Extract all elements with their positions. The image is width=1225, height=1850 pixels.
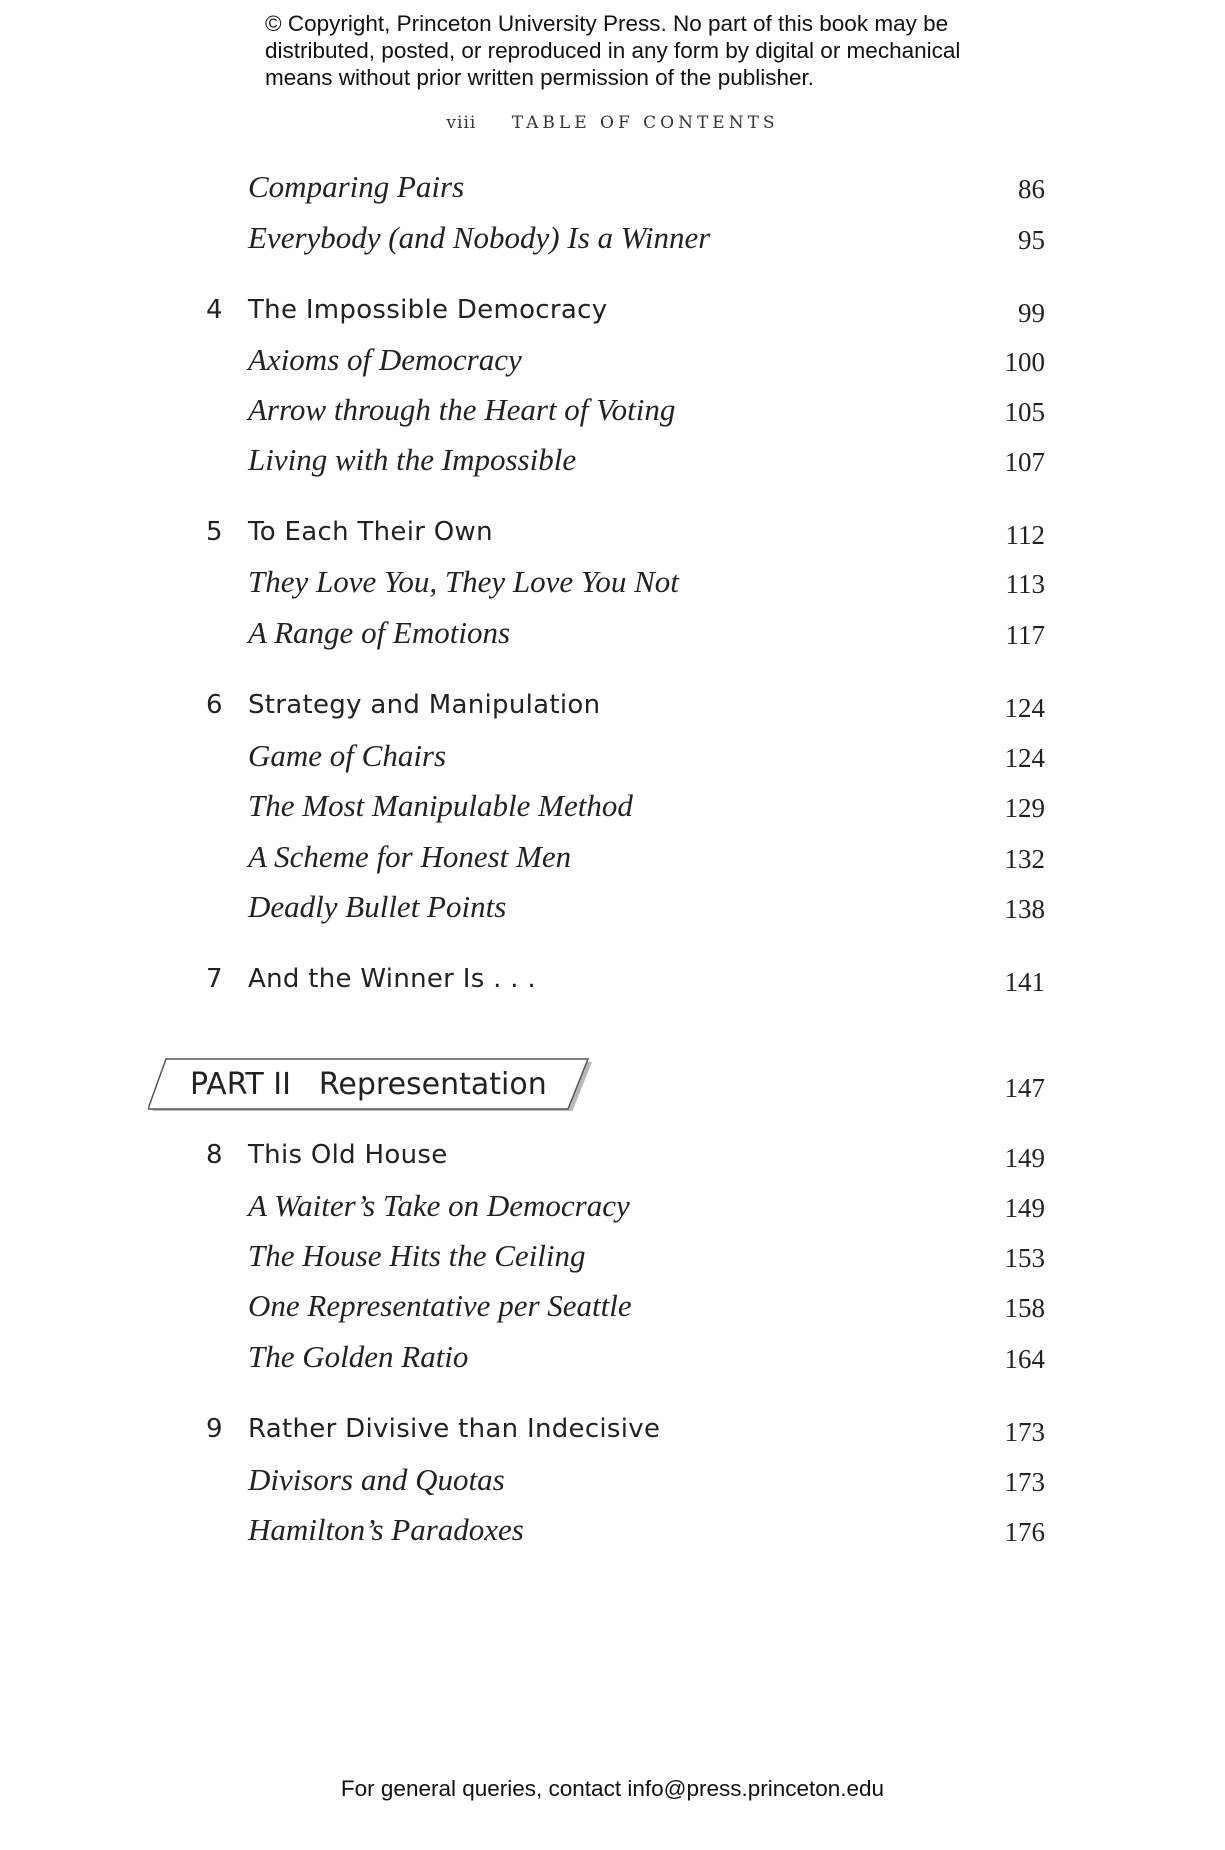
page-number: 138 bbox=[1004, 894, 1045, 924]
chapter-title: Rather Divisive than Indecisive bbox=[248, 1414, 661, 1444]
section-title: Hamilton’s Paradoxes bbox=[248, 1512, 524, 1547]
toc-section-entry[interactable] bbox=[0, 1287, 1225, 1331]
chapter-title: To Each Their Own bbox=[248, 517, 493, 547]
section-title: A Waiter’s Take on Democracy bbox=[248, 1188, 630, 1223]
chapter-title: The Impossible Democracy bbox=[248, 295, 608, 325]
page-number: 147 bbox=[1004, 1073, 1045, 1103]
toc-section-entry[interactable] bbox=[0, 838, 1225, 882]
page-number: 164 bbox=[1004, 1344, 1045, 1374]
toc-section-entry[interactable] bbox=[0, 563, 1225, 607]
toc-section-entry[interactable] bbox=[0, 1187, 1225, 1231]
copyright-line: © Copyright, Princeton University Press. No part of this book may be bbox=[265, 11, 949, 36]
page-number: 100 bbox=[1004, 347, 1045, 377]
section-title: Everybody (and Nobody) Is a Winner bbox=[248, 220, 711, 255]
toc-section-entry[interactable] bbox=[0, 441, 1225, 485]
section-title: They Love You, They Love You Not bbox=[248, 564, 679, 599]
toc-part-entry[interactable] bbox=[0, 1057, 1225, 1117]
toc-section-entry[interactable] bbox=[0, 737, 1225, 781]
page-number: 124 bbox=[1004, 693, 1045, 723]
part-heading bbox=[190, 1065, 547, 1105]
toc-section-entry[interactable] bbox=[0, 1511, 1225, 1555]
page-number: 112 bbox=[1005, 520, 1045, 550]
section-title: The Most Manipulable Method bbox=[248, 788, 633, 823]
toc-section-entry[interactable] bbox=[0, 888, 1225, 932]
chapter-number: 5 bbox=[206, 517, 223, 547]
page-number: 173 bbox=[1004, 1467, 1045, 1497]
toc-section-entry[interactable] bbox=[0, 1338, 1225, 1382]
chapter-title: And the Winner Is . . . bbox=[248, 964, 536, 994]
chapter-number: 6 bbox=[206, 690, 223, 720]
toc-section-entry[interactable] bbox=[0, 168, 1225, 212]
section-title: A Range of Emotions bbox=[248, 615, 511, 650]
section-title: Deadly Bullet Points bbox=[248, 889, 507, 924]
toc-chapter-entry[interactable] bbox=[0, 687, 1225, 731]
toc-chapter-entry[interactable] bbox=[0, 292, 1225, 336]
toc-section-entry[interactable] bbox=[0, 1237, 1225, 1281]
section-title: Comparing Pairs bbox=[248, 169, 465, 204]
chapter-number: 4 bbox=[206, 295, 223, 325]
page-number: 86 bbox=[1018, 174, 1045, 204]
page-number: 153 bbox=[1004, 1243, 1045, 1273]
section-title: Living with the Impossible bbox=[248, 442, 577, 477]
toc-chapter-entry[interactable] bbox=[0, 961, 1225, 1005]
page-number: 176 bbox=[1004, 1517, 1045, 1547]
page-number: 99 bbox=[1018, 298, 1045, 328]
toc-chapter-entry[interactable] bbox=[0, 1411, 1225, 1455]
page-number: 107 bbox=[1004, 447, 1045, 477]
page-number: 158 bbox=[1004, 1293, 1045, 1323]
running-head-page-number: viii bbox=[446, 113, 477, 133]
running-head-title: TABLE OF CONTENTS bbox=[511, 113, 779, 133]
chapter-number: 7 bbox=[206, 964, 223, 994]
part-label: PART II bbox=[190, 1067, 291, 1102]
page-number: 124 bbox=[1004, 743, 1045, 773]
section-title: Divisors and Quotas bbox=[248, 1462, 505, 1497]
section-title: One Representative per Seattle bbox=[248, 1288, 632, 1323]
page-number: 141 bbox=[1004, 967, 1045, 997]
section-title: Axioms of Democracy bbox=[248, 342, 522, 377]
section-title: The House Hits the Ceiling bbox=[248, 1238, 586, 1273]
page-number: 149 bbox=[1004, 1143, 1045, 1173]
page-number: 105 bbox=[1004, 397, 1045, 427]
chapter-number: 8 bbox=[206, 1140, 223, 1170]
toc-chapter-entry[interactable] bbox=[0, 514, 1225, 558]
section-title: Game of Chairs bbox=[248, 738, 447, 773]
page-number: 95 bbox=[1018, 225, 1045, 255]
page-number: 132 bbox=[1004, 844, 1045, 874]
toc-section-entry[interactable] bbox=[0, 341, 1225, 385]
part-name: Representation bbox=[318, 1067, 547, 1102]
page-number: 117 bbox=[1005, 620, 1045, 650]
page-number: 149 bbox=[1004, 1193, 1045, 1223]
page-number: 173 bbox=[1004, 1417, 1045, 1447]
chapter-title: This Old House bbox=[248, 1140, 448, 1170]
copyright-line: distributed, posted, or reproduced in any form by digital or mechanical bbox=[265, 38, 961, 63]
section-title: A Scheme for Honest Men bbox=[248, 839, 572, 874]
section-title: Arrow through the Heart of Voting bbox=[248, 392, 676, 427]
copyright-line: means without prior written permission of the publisher. bbox=[265, 65, 815, 90]
section-title: The Golden Ratio bbox=[248, 1339, 469, 1374]
toc-section-entry[interactable] bbox=[0, 787, 1225, 831]
chapter-number: 9 bbox=[206, 1414, 223, 1444]
page-number: 129 bbox=[1004, 793, 1045, 823]
toc-chapter-entry[interactable] bbox=[0, 1137, 1225, 1181]
page-number: 113 bbox=[1005, 569, 1045, 599]
toc-section-entry[interactable] bbox=[0, 219, 1225, 263]
toc-section-entry[interactable] bbox=[0, 391, 1225, 435]
toc-section-entry[interactable] bbox=[0, 1461, 1225, 1505]
toc-section-entry[interactable] bbox=[0, 614, 1225, 658]
footer-contact: For general queries, contact info@press.princeton.edu bbox=[340, 1776, 885, 1801]
chapter-title: Strategy and Manipulation bbox=[248, 690, 601, 720]
